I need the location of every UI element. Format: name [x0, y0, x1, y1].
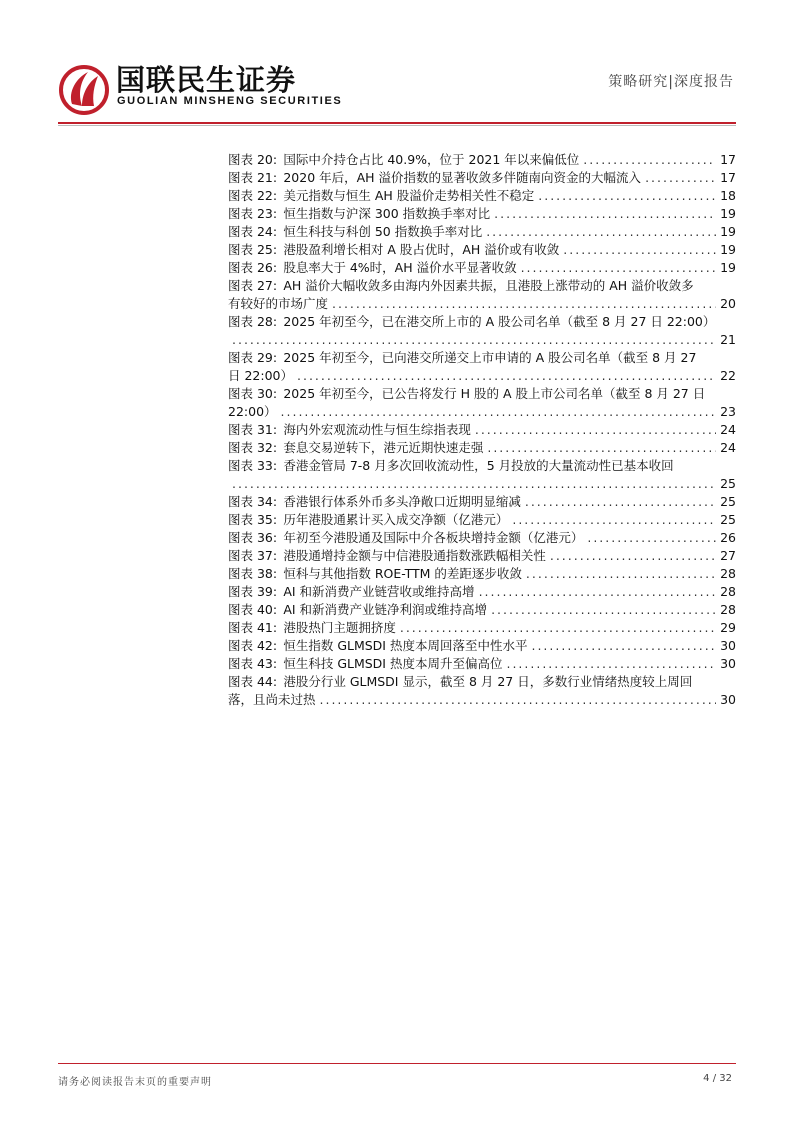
toc-entry-title: [228, 619, 396, 637]
toc-line: [228, 349, 736, 367]
toc-entry[interactable]: [228, 187, 736, 205]
toc-entry-label: 图表 23:: [228, 206, 278, 221]
toc-entry-page: 25: [720, 512, 736, 527]
toc-entry-page: 30: [720, 638, 736, 653]
toc-entry-title: [228, 439, 483, 457]
toc-entry-page: 19: [720, 206, 736, 221]
toc-entry-label: 图表 30:: [228, 386, 278, 401]
toc-leader-dots: [494, 205, 716, 223]
toc-line: [228, 673, 736, 691]
toc-entry[interactable]: [228, 511, 736, 529]
toc-leader-dots: [475, 421, 716, 439]
toc-line: [228, 583, 736, 601]
toc-line: [228, 241, 736, 259]
toc-entry[interactable]: [228, 151, 736, 169]
toc-entry-page: 24: [720, 422, 736, 437]
toc-leader-dots: [400, 619, 716, 637]
toc-entry-text-cont: 有较好的市场广度: [228, 296, 329, 311]
toc-leader-dots: [281, 403, 717, 421]
toc-entry[interactable]: [228, 583, 736, 601]
figure-list: [228, 151, 736, 709]
toc-entry-label: 图表 37:: [228, 548, 278, 563]
toc-entry-page: 30: [720, 692, 736, 707]
toc-entry[interactable]: [228, 547, 736, 565]
toc-entry-page: 17: [720, 170, 736, 185]
toc-entry-text: 港股通增持金额与中信港股通指数涨跌幅相关性: [283, 548, 546, 563]
toc-leader-dots: [297, 367, 716, 385]
toc-entry-title: [228, 529, 583, 547]
toc-line: [228, 655, 736, 673]
toc-entry-text: AI 和新消费产业链净利润或维持高增: [283, 602, 488, 617]
toc-line: [228, 511, 736, 529]
footer-divider: [58, 1063, 736, 1064]
toc-leader-dots: [525, 493, 716, 511]
toc-entry[interactable]: [228, 385, 736, 421]
toc-leader-dots: [587, 529, 716, 547]
toc-entry-page: 30: [720, 656, 736, 671]
toc-leader-dots: [491, 601, 716, 619]
toc-leader-dots: [479, 583, 717, 601]
toc-entry-title: [228, 655, 502, 673]
toc-line: [228, 619, 736, 637]
toc-entry-label: 图表 22:: [228, 188, 278, 203]
toc-entry[interactable]: [228, 205, 736, 223]
toc-entry-text: 年初至今港股通及国际中介各板块增持金额（亿港元）: [283, 530, 584, 545]
toc-leader-dots: [506, 655, 716, 673]
toc-line: [228, 691, 736, 709]
toc-entry-page: 27: [720, 548, 736, 563]
toc-entry-title: [228, 583, 475, 601]
toc-line: [228, 493, 736, 511]
toc-entry-title: [228, 187, 534, 205]
toc-entry-label: 图表 39:: [228, 584, 278, 599]
toc-leader-dots: [550, 547, 716, 565]
toc-line: [228, 439, 736, 457]
toc-entry[interactable]: [228, 241, 736, 259]
toc-entry-text: 国际中介持仓占比 40.9%，位于 2021 年以来偏低位: [283, 152, 580, 167]
toc-entry-text-cont: 日 22:00）: [228, 368, 293, 383]
toc-entry[interactable]: [228, 637, 736, 655]
toc-entry-title: [228, 151, 579, 169]
toc-entry-page: 17: [720, 152, 736, 167]
toc-entry-page: 19: [720, 260, 736, 275]
toc-leader-dots: [583, 151, 716, 169]
toc-entry-label: 图表 34:: [228, 494, 278, 509]
toc-entry-title: [228, 169, 641, 187]
toc-entry[interactable]: [228, 655, 736, 673]
toc-entry-label: 图表 42:: [228, 638, 278, 653]
toc-entry-page: 28: [720, 584, 736, 599]
toc-entry-text: 港股热门主题拥挤度: [283, 620, 396, 635]
toc-entry-label: 图表 26:: [228, 260, 278, 275]
toc-leader-dots: [232, 331, 716, 349]
toc-line: [228, 601, 736, 619]
toc-entry-text-cont: 落，且尚未过热: [228, 692, 316, 707]
brand-name-cn: 国联民生证券: [116, 63, 297, 97]
toc-line: [228, 637, 736, 655]
toc-entry-label: 图表 44:: [228, 674, 278, 689]
toc-entry-page: 25: [720, 494, 736, 509]
toc-entry-page: 28: [720, 566, 736, 581]
toc-entry[interactable]: [228, 313, 736, 349]
toc-line: [228, 475, 736, 493]
toc-entry-title: [228, 493, 521, 511]
toc-entry-page: 20: [720, 296, 736, 311]
toc-line: [228, 223, 736, 241]
toc-leader-dots: [512, 511, 716, 529]
toc-entry-label: 图表 21:: [228, 170, 278, 185]
toc-entry[interactable]: [228, 421, 736, 439]
toc-leader-dots: [486, 223, 716, 241]
toc-entry-text: 2025 年初至今，已在港交所上市的 A 股公司名单（截至 8 月 27 日 22:00）: [283, 314, 716, 329]
toc-entry-label: 图表 35:: [228, 512, 278, 527]
toc-entry-label: 图表 20:: [228, 152, 278, 167]
toc-entry-title: [228, 259, 517, 277]
toc-entry-page: 24: [720, 440, 736, 455]
toc-entry[interactable]: [228, 439, 736, 457]
toc-entry-text: 2025 年初至今，已向港交所递交上市申请的 A 股公司名单（截至 8 月 27: [283, 350, 697, 365]
toc-entry[interactable]: [228, 529, 736, 547]
toc-line: [228, 565, 736, 583]
toc-entry[interactable]: [228, 493, 736, 511]
toc-entry[interactable]: [228, 349, 736, 385]
toc-entry-title: [228, 565, 522, 583]
toc-line: [228, 385, 736, 403]
toc-entry-label: 图表 38:: [228, 566, 278, 581]
toc-entry-text: 恒生科技 GLMSDI 热度本周升至偏高位: [283, 656, 503, 671]
toc-line: [228, 403, 736, 421]
toc-entry-text: 香港金管局 7-8 月多次回收流动性，5 月投放的大量流动性已基本收回: [283, 458, 674, 473]
toc-entry-text-cont: 22:00）: [228, 404, 277, 419]
toc-leader-dots: [320, 691, 717, 709]
toc-entry[interactable]: [228, 673, 736, 709]
toc-entry-page: 25: [720, 476, 736, 491]
toc-line: [228, 205, 736, 223]
toc-entry[interactable]: [228, 259, 736, 277]
toc-entry-text: 港股盈利增长相对 A 股占优时，AH 溢价或有收敛: [283, 242, 560, 257]
toc-entry-text: 美元指数与恒生 AH 股溢价走势相关性不稳定: [283, 188, 535, 203]
toc-entry-text: 套息交易逆转下，港元近期快速走强: [283, 440, 484, 455]
toc-entry-label: 图表 40:: [228, 602, 278, 617]
toc-entry-title: [228, 511, 508, 529]
toc-line: [228, 169, 736, 187]
toc-entry-label: 图表 32:: [228, 440, 278, 455]
toc-entry-text: 恒生指数与沪深 300 指数换手率对比: [283, 206, 491, 221]
toc-entry[interactable]: [228, 277, 736, 313]
toc-leader-dots: [538, 187, 716, 205]
toc-entry-title: [228, 637, 527, 655]
toc-entry-label: 图表 24:: [228, 224, 278, 239]
toc-line: [228, 421, 736, 439]
toc-entry-label: 图表 31:: [228, 422, 278, 437]
toc-entry-text: 2020 年后，AH 溢价指数的显著收敛多伴随南向资金的大幅流入: [283, 170, 642, 185]
toc-entry-page: 21: [720, 332, 736, 347]
toc-entry-label: 图表 43:: [228, 656, 278, 671]
toc-entry-page: 23: [720, 404, 736, 419]
toc-entry[interactable]: [228, 457, 736, 493]
toc-entry[interactable]: [228, 223, 736, 241]
toc-line: [228, 457, 736, 475]
toc-line: [228, 313, 736, 331]
toc-line: [228, 151, 736, 169]
toc-line: [228, 187, 736, 205]
toc-entry-text: 历年港股通累计买入成交净额（亿港元）: [283, 512, 509, 527]
header-divider: [58, 122, 736, 124]
toc-entry-title: [228, 547, 546, 565]
toc-entry-label: 图表 27:: [228, 278, 278, 293]
toc-line: [228, 259, 736, 277]
toc-line: [228, 547, 736, 565]
toc-entry-title: [228, 205, 490, 223]
toc-entry[interactable]: [228, 565, 736, 583]
toc-entry-page: 19: [720, 224, 736, 239]
toc-entry-text: AI 和新消费产业链营收或维持高增: [283, 584, 475, 599]
company-logo-icon: [58, 64, 110, 116]
toc-line: [228, 529, 736, 547]
toc-entry-page: 28: [720, 602, 736, 617]
report-category: 策略研究|深度报告: [608, 74, 734, 90]
footer-disclaimer: 请务必阅读报告末页的重要声明: [58, 1077, 212, 1088]
toc-entry[interactable]: [228, 619, 736, 637]
toc-entry-label: 图表 25:: [228, 242, 278, 257]
toc-line: [228, 295, 736, 313]
toc-leader-dots: [232, 475, 716, 493]
toc-entry-text: 香港银行体系外币多头净敞口近期明显缩减: [283, 494, 521, 509]
page-number: 4 / 32: [703, 1073, 732, 1084]
toc-leader-dots: [563, 241, 716, 259]
toc-line: [228, 331, 736, 349]
toc-entry-title: [228, 223, 482, 241]
toc-entry-page: 18: [720, 188, 736, 203]
brand-name-en: GUOLIAN MINSHENG SECURITIES: [117, 95, 343, 107]
toc-entry-title: [228, 421, 471, 439]
header-divider-thin: [58, 125, 736, 126]
toc-entry-text: AH 溢价大幅收敛多由海内外因素共振，且港股上涨带动的 AH 溢价收敛多: [283, 278, 694, 293]
toc-entry-text: 港股分行业 GLMSDI 显示，截至 8 月 27 日，多数行业情绪热度较上周回: [283, 674, 693, 689]
toc-leader-dots: [487, 439, 716, 457]
toc-line: [228, 367, 736, 385]
toc-entry[interactable]: [228, 601, 736, 619]
toc-entry-text: 海内外宏观流动性与恒生综指表现: [283, 422, 471, 437]
toc-entry-page: 22: [720, 368, 736, 383]
toc-line: [228, 277, 736, 295]
toc-leader-dots: [526, 565, 716, 583]
toc-leader-dots: [332, 295, 716, 313]
toc-entry-title: [228, 601, 487, 619]
toc-entry-text: 恒生科技与科创 50 指数换手率对比: [283, 224, 483, 239]
toc-leader-dots: [645, 169, 716, 187]
toc-entry-label: 图表 28:: [228, 314, 278, 329]
toc-entry-title: [228, 241, 559, 259]
toc-entry-text: 恒生指数 GLMSDI 热度本周回落至中性水平: [283, 638, 528, 653]
toc-entry-text: 股息率大于 4%时，AH 溢价水平显著收敛: [283, 260, 517, 275]
toc-entry-label: 图表 29:: [228, 350, 278, 365]
toc-entry-text: 恒科与其他指数 ROE-TTM 的差距逐步收敛: [283, 566, 522, 581]
toc-entry[interactable]: [228, 169, 736, 187]
toc-entry-page: 29: [720, 620, 736, 635]
toc-entry-page: 26: [720, 530, 736, 545]
toc-entry-label: 图表 33:: [228, 458, 278, 473]
toc-entry-text: 2025 年初至今，已公告将发行 H 股的 A 股上市公司名单（截至 8 月 27 日: [283, 386, 706, 401]
toc-entry-label: 图表 36:: [228, 530, 278, 545]
toc-leader-dots: [521, 259, 717, 277]
toc-entry-label: 图表 41:: [228, 620, 278, 635]
toc-entry-page: 19: [720, 242, 736, 257]
toc-leader-dots: [531, 637, 716, 655]
